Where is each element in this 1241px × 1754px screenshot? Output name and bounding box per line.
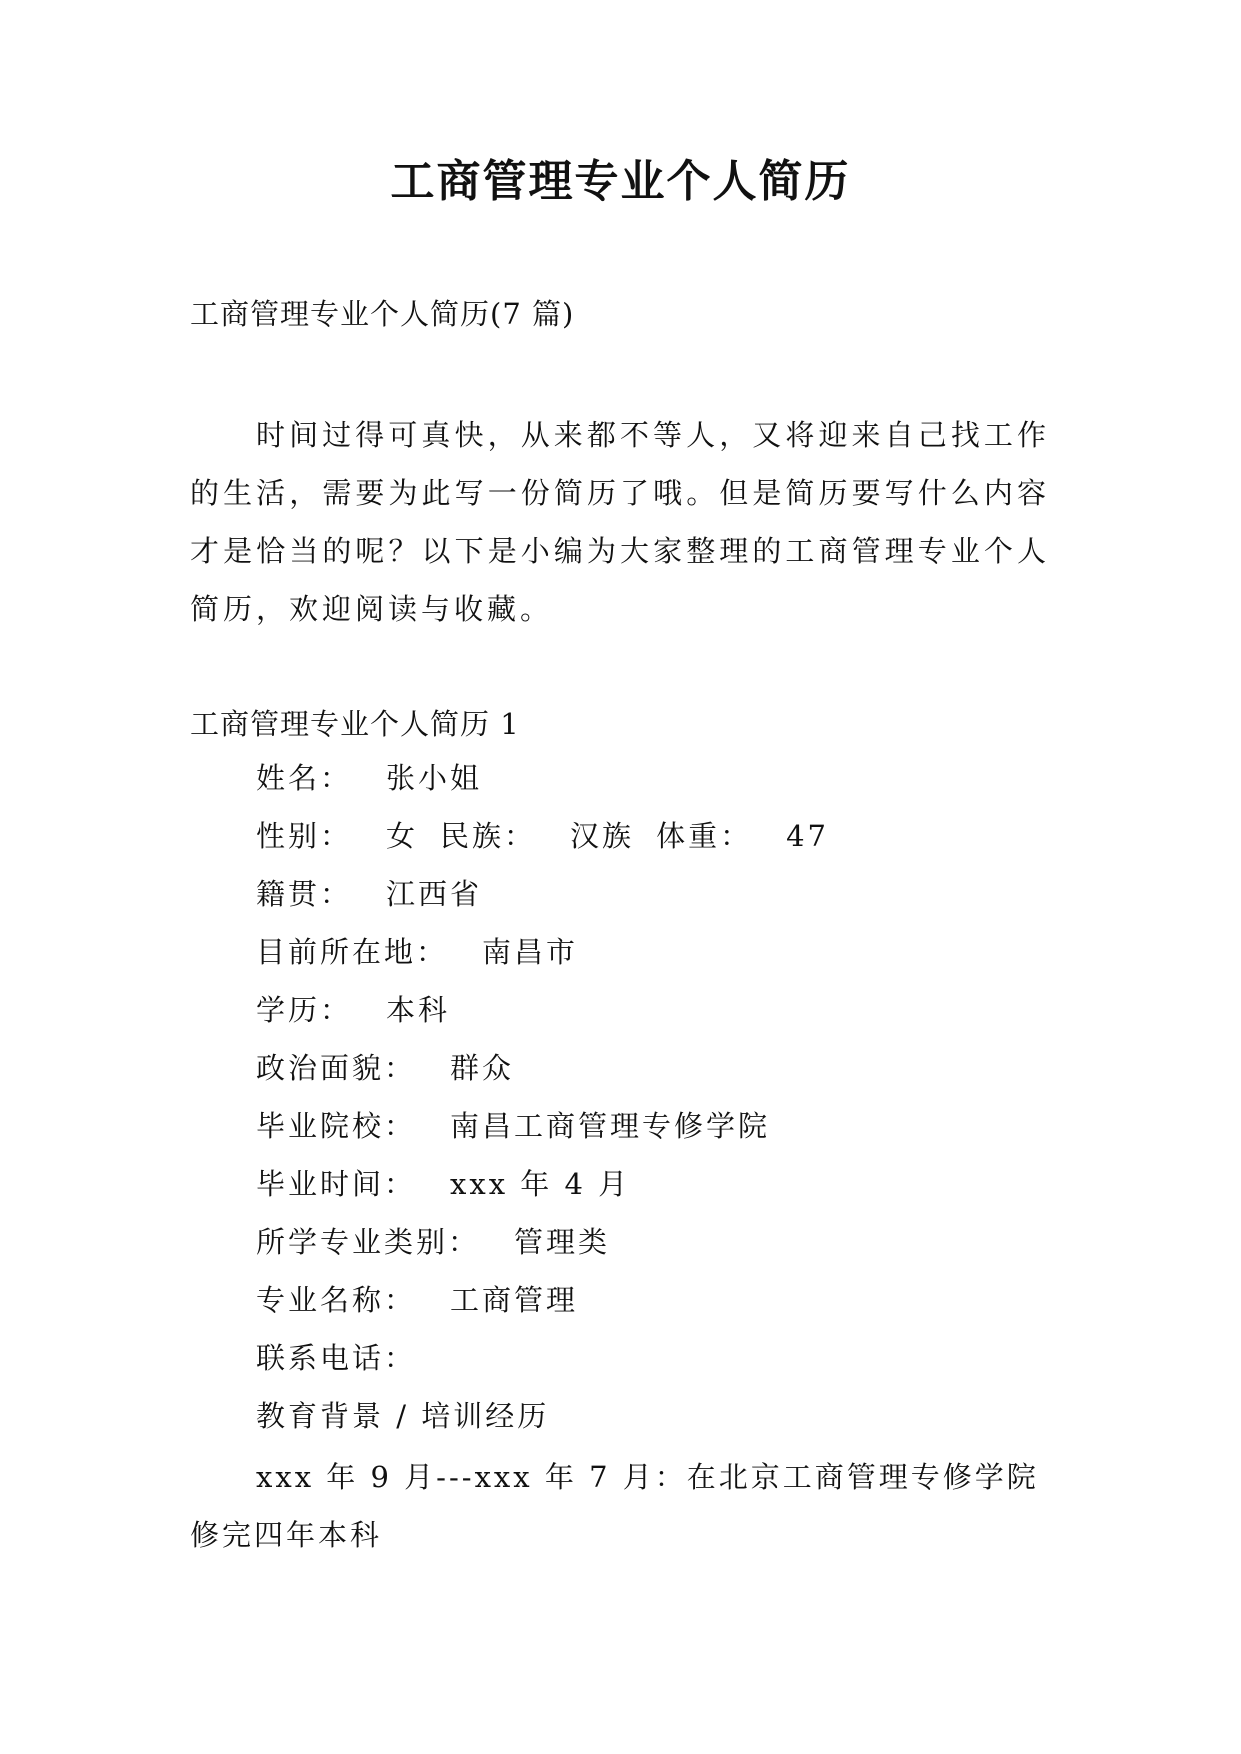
- field-label: 学历：: [256, 993, 353, 1027]
- field-value: 工商管理: [450, 1283, 579, 1317]
- intro-paragraph: 时间过得可真快，从来都不等人，又将迎来自己找工作的生活，需要为此写一份简历了哦。但是简历要写什么内容才是恰当的呢？以下是小编为大家整理的工商管理专业个人简历，欢迎阅读与收藏。: [190, 418, 1050, 626]
- field-political-status: [256, 1046, 1056, 1104]
- field-value: 张小姐: [386, 761, 483, 795]
- field-name: [256, 756, 1056, 814]
- field-value: 女: [386, 819, 419, 853]
- field-label: 教育背景 / 培训经历: [256, 1399, 550, 1433]
- field-major-name: [256, 1278, 1056, 1336]
- field-value: 汉族: [570, 819, 635, 853]
- field-label: 毕业时间：: [256, 1167, 417, 1201]
- field-value: 群众: [450, 1051, 515, 1085]
- field-gender-ethnicity-weight: [256, 814, 1056, 872]
- field-label: 专业名称：: [256, 1283, 417, 1317]
- field-value: 南昌市: [482, 935, 579, 969]
- resume-fields: [256, 756, 1056, 1452]
- field-label: 性别：: [256, 819, 353, 853]
- field-label: 毕业院校：: [256, 1109, 417, 1143]
- field-value: 本科: [386, 993, 451, 1027]
- field-label: 籍贯：: [256, 877, 353, 911]
- field-major-category: [256, 1220, 1056, 1278]
- field-label: 体重：: [656, 819, 753, 853]
- field-education: [256, 988, 1056, 1046]
- field-label: 民族：: [440, 819, 537, 853]
- field-value: xxx 年 4 月: [450, 1167, 631, 1201]
- field-origin: [256, 872, 1056, 930]
- field-value: 南昌工商管理专修学院: [450, 1109, 771, 1143]
- field-label: 所学专业类别：: [256, 1225, 481, 1259]
- field-graduation-time: [256, 1162, 1056, 1220]
- field-value: 47: [786, 819, 829, 853]
- field-phone: [256, 1336, 1056, 1394]
- document-subtitle: 工商管理专业个人简历(7 篇): [190, 297, 575, 331]
- field-value: 江西省: [386, 877, 483, 911]
- field-value: 管理类: [514, 1225, 611, 1259]
- document-title: 工商管理专业个人简历: [390, 156, 851, 207]
- field-label: 目前所在地：: [256, 935, 449, 969]
- section-heading: 工商管理专业个人简历 1: [190, 707, 520, 741]
- education-entry: xxx 年 9 月---xxx 年 7 月：在北京工商管理专修学院修完四年本科: [190, 1460, 1039, 1552]
- field-label: 联系电话：: [256, 1341, 417, 1375]
- field-location: [256, 930, 1056, 988]
- education-background-heading: [256, 1394, 1056, 1452]
- field-school: [256, 1104, 1056, 1162]
- field-label: 政治面貌：: [256, 1051, 417, 1085]
- field-label: 姓名：: [256, 761, 353, 795]
